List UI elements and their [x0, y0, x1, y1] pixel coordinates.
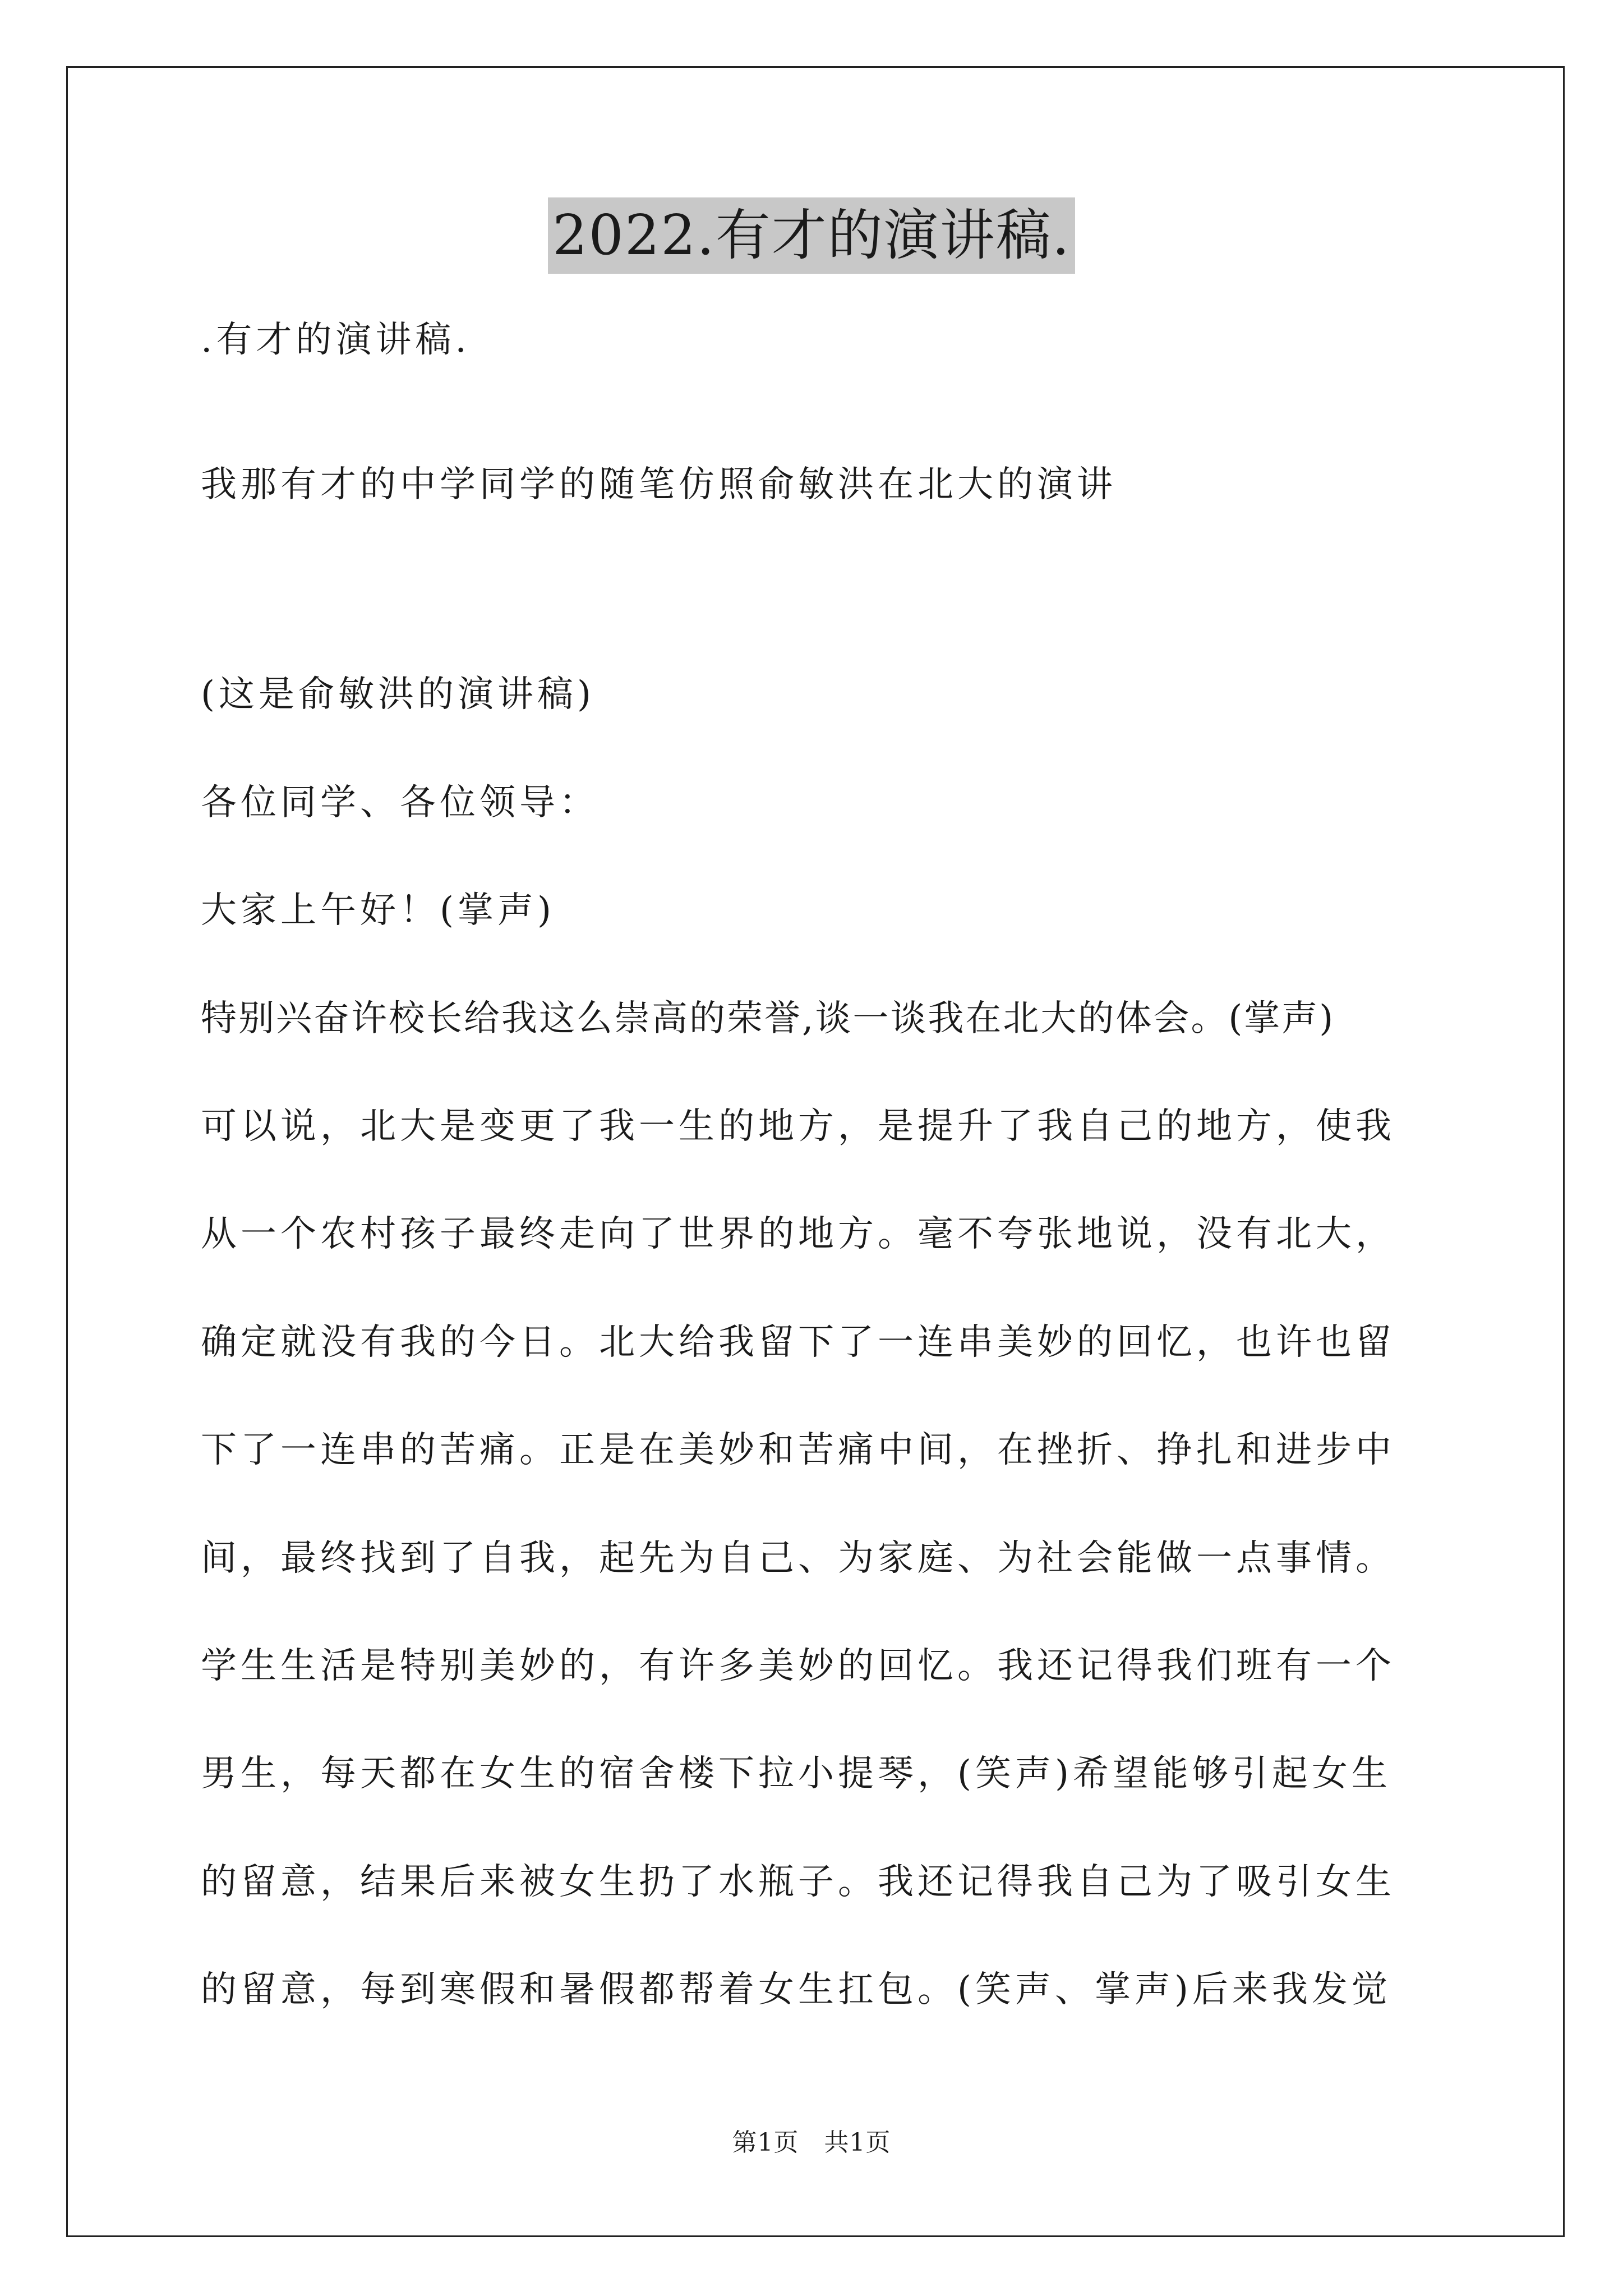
paragraph-line: 确定就没有我的今日。北大给我留下了一连串美妙的回忆，也许也留	[201, 1322, 1395, 1363]
page-border	[66, 66, 1565, 2237]
paragraph-line: 间，最终找到了自我，起先为自己、为家庭、为社会能做一点事情。	[201, 1538, 1395, 1579]
paragraph-line: (这是俞敏洪的演讲稿)	[201, 674, 595, 715]
paragraph-line: 的留意，每到寒假和暑假都帮着女生扛包。(笑声、掌声)后来我发觉	[201, 1969, 1391, 2010]
paragraph-line: 下了一连串的苦痛。正是在美妙和苦痛中间，在挫折、挣扎和进步中	[201, 1429, 1395, 1471]
paragraph-line: .有才的演讲稿.	[201, 319, 471, 361]
paragraph-line: 从一个农村孩子最终走向了世界的地方。毫不夸张地说，没有北大，	[201, 1213, 1395, 1255]
paragraph-line: 大家上午好！(掌声)	[201, 890, 555, 931]
page-footer: 第1页 共1页	[732, 2128, 891, 2157]
paragraph-line: 的留意，结果后来被女生扔了水瓶子。我还记得我自己为了吸引女生	[201, 1861, 1395, 1903]
paragraph-line: 学生生活是特别美妙的，有许多美妙的回忆。我还记得我们班有一个	[201, 1645, 1395, 1687]
paragraph-line: 特别兴奋许校长给我这么崇高的荣誉,谈一谈我在北大的体会。(掌声)	[201, 998, 1335, 1039]
title-container	[0, 197, 1623, 274]
paragraph-line: 可以说，北大是变更了我一生的地方，是提升了我自己的地方，使我	[201, 1106, 1395, 1147]
paragraph-line: 男生，每天都在女生的宿舍楼下拉小提琴，(笑声)希望能够引起女生	[201, 1753, 1391, 1795]
paragraph-line: 各位同学、各位领导：	[201, 782, 599, 823]
document-title: 2022.有才的演讲稿.	[548, 197, 1075, 274]
paragraph-line: 我那有才的中学同学的随笔仿照俞敏洪在北大的演讲	[201, 464, 1117, 505]
